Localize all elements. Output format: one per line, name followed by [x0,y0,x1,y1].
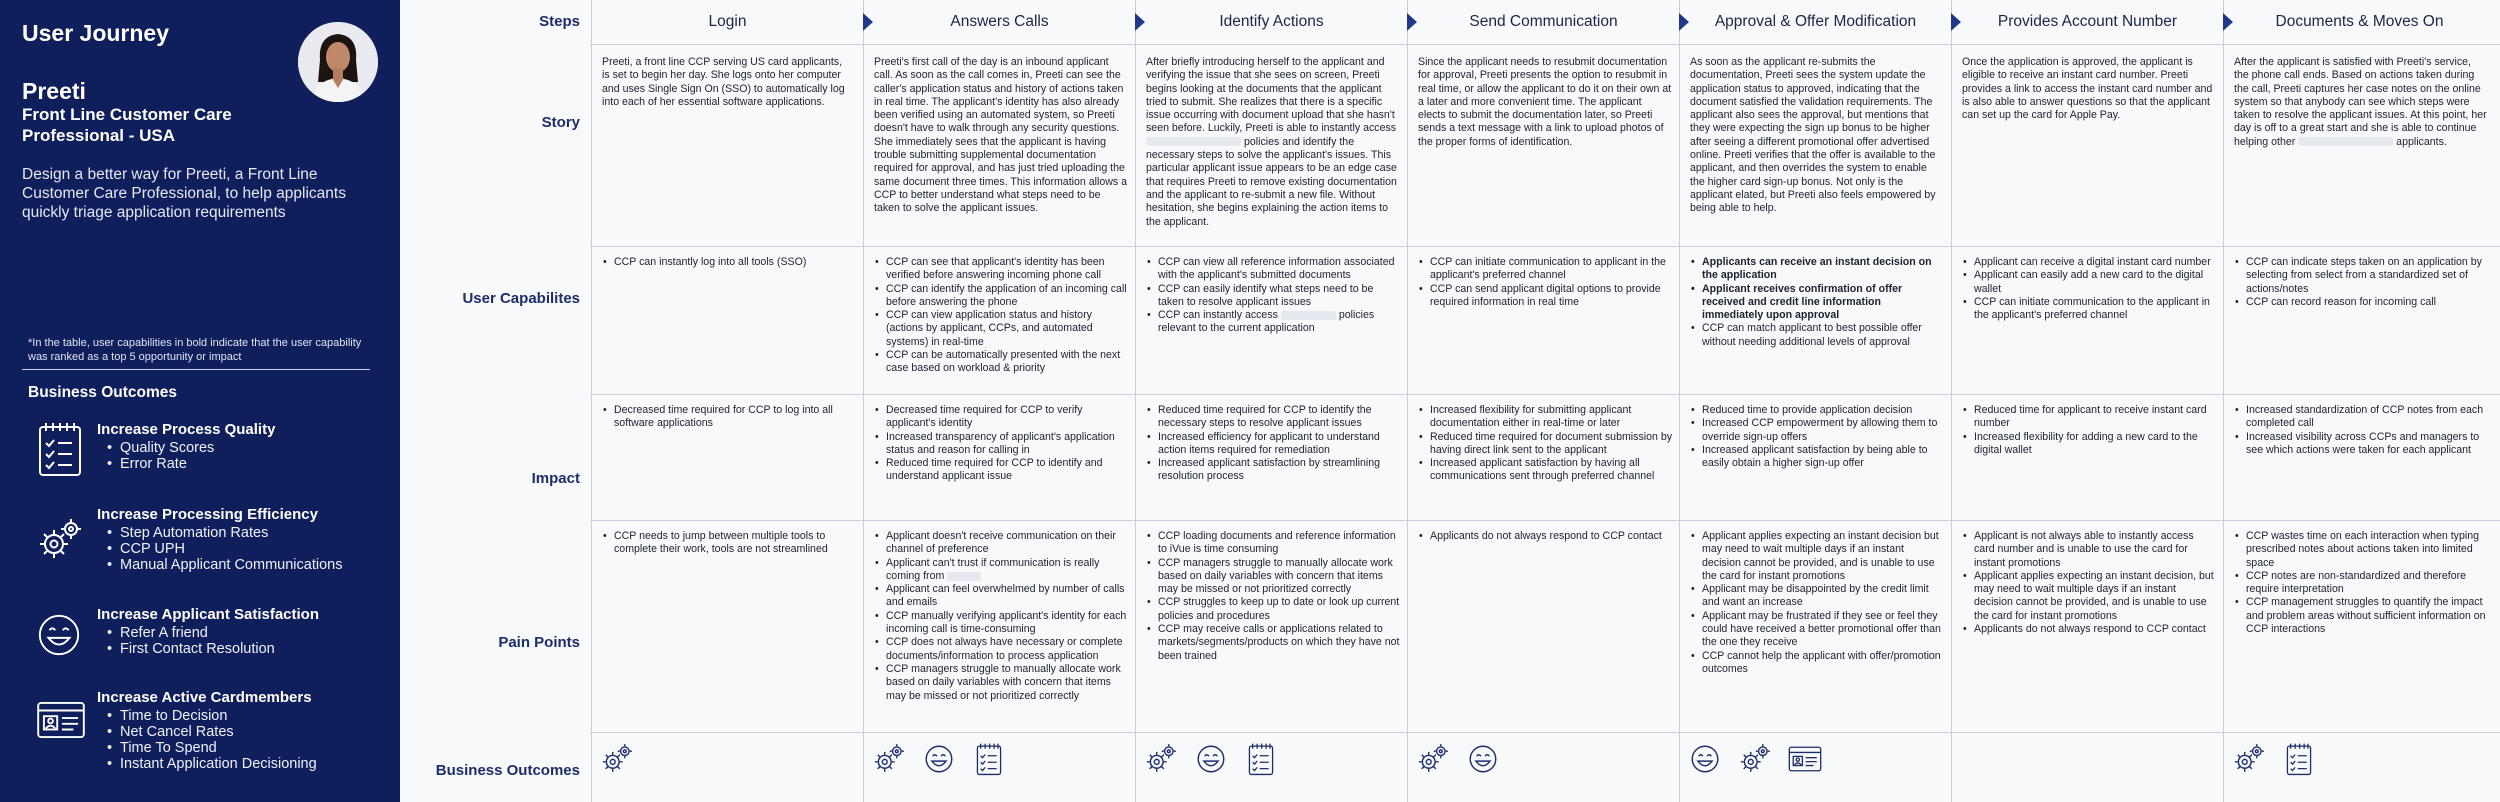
divider [22,369,370,370]
row-label-pain-points: Pain Points [498,634,580,651]
impact-list [1962,404,2216,457]
capability-item: • CCP can view all reference information associated with the applicant's submitted documents [1146,256,1400,283]
story-text [1146,56,1400,229]
step-title: Identify Actions [1219,13,1324,30]
story-text: Preeti's first call of the day is an inbound applicant call. As soon as the call comes in, Preeti can see the caller's application status and history of actions taken in real time. The applicant's identity has also already been verified using an automated system, so Preeti doesn't have to walk through any security questions. She immediately sees that the applicant is having trouble submitting supplemental documentation required for approval, and has just tried uploading the same document three times. This information allows a CCP to better understand what steps need to be taken to solve the applicant issues. [874,56,1127,215]
impact-item: • Decreased time required for CCP to log into all software applications [602,404,856,431]
pain-point-item: • CCP management struggles to quantify the impact and problem areas without sufficient information on CCP interactions [2234,596,2488,636]
step-title: Answers Calls [950,13,1049,30]
smiley-icon [1194,741,1228,777]
pain-point-item: • CCP struggles to keep up to date or look up current policies and procedures [1146,596,1400,623]
row-label-business-outcomes: Business Outcomes [435,762,580,779]
clipboard-checklist-icon [972,741,1006,777]
capability-item: • CCP can view application status and history (actions by applicant, CCPs, and automated systems) in real-time [874,309,1130,349]
outcome-metric: • Error Rate [120,456,214,472]
clipboard-checklist-icon [36,421,84,477]
story-text-part: policies and identify the necessary steps to solve the applicant's issues. This particular applicant issue appears to be an edge case that requires Preeti to remove existing documentation and the applicant to re-submit a new file. Without hesitation, she begins explaining the action items to the applicant. [1146,135,1397,228]
outcome-metric: • First Contact Resolution [120,641,275,657]
outcome-metric: • Net Cancel Rates [120,724,317,740]
capability-list [2234,256,2488,309]
gears-icon [2232,741,2266,777]
capability-list [1146,256,1400,336]
outcome-icons [1688,741,1822,777]
pain-point-list [1146,530,1400,663]
outcome-title: Increase Process Quality [97,421,276,438]
pain-point-item: • Applicants do not always respond to CCP contact [1962,623,2216,636]
impact-item: • Reduced time required for document submission by having direct link sent to the applicant [1418,431,1672,458]
impact-item: • Increased efficiency for applicant to understand action items required for remediation [1146,431,1400,458]
step-send-communication [1408,0,1679,802]
avatar [298,22,378,102]
story-text-part: applicants. [2396,135,2447,148]
outcome-metric: • Time To Spend [120,740,317,756]
row-label-story: Story [541,114,580,131]
pain-point-item: • CCP manually verifying applicant's identity for each incoming call is time-consuming [874,610,1128,637]
pain-point-item: • Applicant may be frustrated if they see or feel they could have received a better promotional offer than the one they receive [1690,610,1944,650]
impact-item: • Increased flexibility for adding a new card to the digital wallet [1962,431,2216,458]
capability-item: • CCP can identify the application of an incoming call before answering the phone [874,283,1130,310]
outcome-metric: • Manual Applicant Communications [120,557,342,573]
row-label-capabilities: User Capabilites [462,290,580,307]
page-title: User Journey [22,20,170,46]
capability-item: • CCP can record reason for incoming call [2234,296,2488,309]
row-label-impact: Impact [531,470,580,487]
impact-item: • Increased standardization of CCP notes from each completed call [2234,404,2488,431]
impact-item: • Increased applicant satisfaction by streamlining resolution process [1146,457,1400,484]
outcome-metric: • Instant Application Decisioning [120,756,317,772]
pain-point-item: • CCP wastes time on each interaction when typing prescribed notes about actions taken into limited space [2234,530,2488,570]
smiley-icon [1466,741,1500,777]
outcome-metric: • Refer A friend [120,625,275,641]
step-title: Documents & Moves On [2275,13,2444,30]
redacted-text [947,572,981,581]
smiley-icon [922,741,956,777]
capability-list [874,256,1130,376]
pain-point-list [1690,530,1944,676]
outcome-icons [1144,741,1278,777]
outcome-metric: • Time to Decision [120,708,317,724]
impact-item: • Reduced time for applicant to receive instant card number [1962,404,2216,431]
pain-point-item: • CCP needs to jump between multiple tools to complete their work, tools are not streamlined [602,530,856,557]
capability-item: • Applicant can easily add a new card to the digital wallet [1962,269,2216,296]
capability-item: • CCP can indicate steps taken on an application by selecting from select from a standardized set of actions/notes [2234,256,2488,296]
story-text: Preeti, a front line CCP serving US card applicants, is set to begin her day. She logs onto her computer and uses Single Sign On (SSO) to automatically log into each of her essential software applications. [602,56,845,108]
outcome-metric: • Quality Scores [120,440,214,456]
capability-item-top-opportunity: • Applicants can receive an instant decision on the application [1690,256,1944,283]
pain-point-item: • Applicants do not always respond to CCP contact [1418,530,1672,543]
story-text-part: After briefly introducing herself to the applicant and verifying the issue that she sees on screen, Preeti begins looking at the documents that the applicant tried to submit. She realizes that there is a specific issue occurring with document upload that she hasn't seen before. Luckily, Preeti is able to instantly access [1146,56,1397,135]
impact-item: • Increased applicant satisfaction by being able to easily obtain a higher sign-up offer [1690,444,1944,471]
smiley-icon [1688,741,1722,777]
redacted-text [2298,137,2393,146]
capability-item: • CCP can initiate communication to the applicant in the applicant's preferred channel [1962,296,2216,323]
id-card-icon [1788,741,1822,777]
impact-item: • Increased transparency of applicant's application status and reason for calling in [874,431,1128,458]
journey-grid [400,0,2500,802]
pain-point-list [602,530,856,557]
pain-point-item: • CCP cannot help the applicant with offer/promotion outcomes [1690,650,1944,677]
impact-list [2234,404,2488,457]
gears-icon [600,741,634,777]
impact-item: • Increased visibility across CCPs and managers to see which actions were taken for each applicant [2234,431,2488,458]
persona-sidebar [0,0,400,802]
clipboard-checklist-icon [1244,741,1278,777]
gears-icon [1416,741,1450,777]
capability-list [1690,256,1944,349]
step-title: Login [708,13,747,30]
redacted-text [1281,311,1336,320]
outcome-icons [1416,741,1500,777]
persona-name: Preeti [22,78,86,104]
pain-point-list [874,530,1128,703]
pain-point-item: • Applicant can feel overwhelmed by number of calls and emails [874,583,1128,610]
capability-item: • CCP can send applicant digital options to provide required information in real time [1418,283,1672,310]
outcome-title: Increase Applicant Satisfaction [97,606,320,623]
pain-point-item: • Applicant applies expecting an instant decision but may need to wait multiple days if an instant decision cannot be provided, and is unable to use the card for instant promotions [1690,530,1944,583]
outcome-icons [600,741,634,777]
capability-item: • CCP can be automatically presented with the next case based on workload & priority [874,349,1130,376]
persona-role: Front Line Customer Care Professional - USA [22,105,232,145]
pain-point-item: • CCP managers struggle to manually allocate work based on daily variables with concern that items may be missed or not prioritized correctly [1146,557,1400,597]
step-identify-actions [1136,0,1407,802]
step-documents-moves-on [2224,0,2495,802]
capability-item: • CCP can instantly log into all tools (SSO) [602,256,856,269]
impact-item: • Increased applicant satisfaction by having all communications sent through preferred channel [1418,457,1672,484]
outcome-metric: • Step Automation Rates [120,525,342,541]
step-title: Approval & Offer Modification [1714,13,1917,30]
impact-item: • Decreased time required for CCP to verify applicant's identity [874,404,1128,431]
capability-item: • CCP can initiate communication to applicant in the applicant's preferred channel [1418,256,1672,283]
capability-item: • Applicant can receive a digital instant card number [1962,256,2216,269]
impact-item: • Reduced time to provide application decision [1690,404,1944,417]
impact-item: • Reduced time required for CCP to identify and understand applicant issue [874,457,1128,484]
gears-icon [872,741,906,777]
pain-point-item: • CCP notes are non-standardized and therefore require interpretation [2234,570,2488,597]
outcome-metric: • CCP UPH [120,541,342,557]
capability-text: policies relevant to the current application [1158,309,1375,335]
pain-point-item [874,557,1128,584]
capability-item [1146,309,1400,336]
impact-item: • Increased CCP empowerment by allowing them to override sign-up offers [1690,417,1944,444]
impact-list [1418,404,1672,484]
pain-point-item: • CCP may receive calls or applications related to markets/segments/products on which they have not been trained [1146,623,1400,663]
gears-icon [36,516,84,572]
pain-point-item: • Applicant doesn't receive communication on their channel of preference [874,530,1128,557]
outcome-icons [872,741,1006,777]
pain-point-text: Applicant can't trust if communication is really coming from [886,556,1100,582]
step-approval-offer-modification [1680,0,1951,802]
capability-item: • CCP can easily identify what steps need to be taken to resolve applicant issues [1146,283,1400,310]
pain-point-item: • CCP does not always have necessary or complete documents/information to process application [874,636,1128,663]
outcome-title: Increase Active Cardmembers [97,689,312,706]
pain-point-item: • Applicant is not always able to instantly access card number and is unable to use the card for instant promotions [1962,530,2216,570]
capability-list [1418,256,1672,309]
story-text: Once the application is approved, the applicant is eligible to receive an instant card number. Preeti provides a link to access the instant card number and is also able to answer questions so that the applicant can set up the card for Apple Pay. [1962,56,2213,122]
capability-list [1962,256,2216,322]
impact-list [1146,404,1400,484]
gears-icon [1738,741,1772,777]
capability-text: CCP can instantly access [1158,309,1278,322]
pain-point-item: • Applicant may be disappointed by the credit limit and want an increase [1690,583,1944,610]
capability-item-top-opportunity: • Applicant receives confirmation of offer received and credit line information immediately upon approval [1690,283,1944,323]
step-title: Provides Account Number [1997,13,2178,30]
impact-list [1690,404,1944,470]
clipboard-checklist-icon [2282,741,2316,777]
impact-list [602,404,856,431]
gears-icon [1144,741,1178,777]
smiley-icon [36,612,84,668]
outcome-icons [2232,741,2316,777]
impact-list [874,404,1128,484]
impact-item: • Reduced time required for CCP to identify the necessary steps to resolve applicant issues [1146,404,1400,431]
impact-item: • Increased flexibility for submitting applicant documentation either in real-time or later [1418,404,1672,431]
pain-point-list [1962,530,2216,636]
step-provides-account-number [1952,0,2223,802]
pain-point-item: • Applicant applies expecting an instant decision, but may need to wait multiple days if an instant decision cannot be provided, and is unable to use the card for instant promotions [1962,570,2216,623]
pain-point-item: • CCP loading documents and reference information to iVue is time consuming [1146,530,1400,557]
pain-point-item: • CCP managers struggle to manually allocate work based on daily variables with concern that items may be missed or not prioritized correctly [874,663,1128,703]
footnote: *In the table, user capabilities in bold indicate that the user capability was ranked as a top 5 opportunity or impact [28,337,362,363]
step-answers-calls [864,0,1135,802]
persona-description: Design a better way for Preeti, a Front Line Customer Care Professional, to help applicants quickly triage application requirements [22,166,346,221]
pain-point-list [1418,530,1672,543]
pain-point-list [2234,530,2488,636]
redacted-text [1146,137,1241,146]
outcome-title: Increase Processing Efficiency [97,506,318,523]
story-text: As soon as the applicant re-submits the documentation, Preeti sees the system update the application status to approved, indicating that the document satisfied the validation requirements. The applicant also sees the approval, but mentions that they were expecting the sign up bonus to be higher after seeing a different promotional offer advertised online. Preeti verifies that the offer is available to the applicant, and then overrides the system to enable the higher card sign-up bonus. Not only is the applicant elated, but Preeti also feels empowered by being able to help. [1690,56,1936,215]
id-card-icon [36,701,84,757]
story-text-part: After the applicant is satisfied with Preeti's service, the phone call ends. Based on actions taken during the call, Preeti captures her case notes on the online system so that anybody can see which steps were taken to resolve the applicant issues. At this point, her day is off to a great start and she is able to continue helping other [2234,56,2487,148]
capability-list [602,256,856,269]
story-text [2234,56,2488,149]
step-title: Send Communication [1469,13,1618,30]
capability-item: • CCP can match applicant to best possible offer without needing additional levels of approval [1690,322,1944,349]
capability-item: • CCP can see that applicant's identity has been verified before answering incoming phone call [874,256,1130,283]
business-outcomes-heading: Business Outcomes [28,384,178,401]
story-text: Since the applicant needs to resubmit documentation for approval, Preeti presents the option to resubmit in real time, or allow the applicant to do it on their own at a later and more convenient time. The applicant elects to submit the documentation later, so Preeti sends a text message with a link to upload photos of the proper forms of identification. [1418,56,1672,148]
step-login [592,0,863,802]
row-label-steps: Steps [539,13,580,30]
persona-photo [298,22,378,102]
